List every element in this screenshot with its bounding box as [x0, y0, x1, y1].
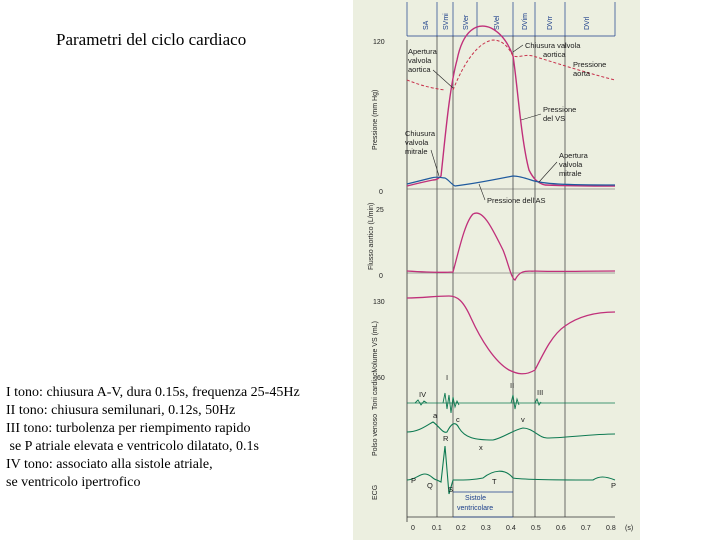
- label-pressione-as: Pressione dell'AS: [487, 196, 546, 205]
- aorta-pressure-dashed: [407, 80, 445, 90]
- lv-volume-curve: [407, 296, 615, 374]
- label-apertura-mitrale-3: mitrale: [559, 169, 582, 178]
- annotation-arrows: [431, 45, 557, 200]
- sound-ii-label: II: [510, 381, 515, 390]
- systole-label-1: Sistole: [465, 495, 487, 502]
- time-tick: 0.5: [531, 525, 541, 532]
- label-pressione-vs-2: del VS: [543, 114, 566, 123]
- wiggers-svg: [353, 0, 640, 540]
- label-pressione-vs-1: Pressione: [543, 105, 577, 114]
- ecg-s-label: S: [448, 485, 454, 494]
- aortic-flow-curve: [407, 213, 615, 280]
- label-chiusura-aortica-2: aortica: [543, 50, 566, 59]
- tick-25: 25: [376, 207, 384, 214]
- note-line: I tono: chiusura A-V, dura 0.15s, frequenza 25-45Hz: [6, 385, 300, 400]
- tick-0-pressure: 0: [379, 189, 383, 196]
- ecg-labels: [411, 434, 616, 494]
- ylabel-ecg: ECG: [372, 484, 379, 500]
- label-apertura-mitrale-1: Apertura: [559, 151, 588, 160]
- venous-pulse-curve: [407, 422, 615, 440]
- ecg-q-label: Q: [427, 481, 433, 490]
- time-tick: 0.1: [432, 525, 442, 532]
- tick-130: 130: [373, 299, 385, 306]
- note-line: III tono: turbolenza per riempimento rapido: [6, 421, 251, 436]
- atrial-pressure-curve: [407, 176, 615, 186]
- time-ticks: [411, 525, 633, 532]
- label-apertura-aortica-2: valvola: [408, 56, 432, 65]
- label-apertura-aortica-3: aortica: [408, 65, 431, 74]
- slide-title: Parametri del ciclo cardiaco: [56, 30, 247, 49]
- phase-svel: SVel: [494, 15, 501, 30]
- ylabel-volume: Volume VS (mL): [372, 321, 379, 372]
- label-chiusura-mitrale-1: Chiusura: [405, 129, 436, 138]
- time-tick: 0.8: [606, 525, 616, 532]
- wiggers-diagram: [353, 0, 640, 540]
- ylabel-venous: Polso venoso: [372, 413, 379, 456]
- time-tick: 0.2: [456, 525, 466, 532]
- heart-sounds-notes: [6, 384, 351, 492]
- time-tick: 0.4: [506, 525, 516, 532]
- systole-label-2: ventricolare: [457, 505, 494, 512]
- ecg-p2-label: P: [611, 481, 617, 490]
- ecg-trace: [407, 446, 615, 494]
- tick-120: 120: [373, 39, 385, 46]
- ecg-t-label: T: [492, 477, 497, 486]
- sound-iv-label: IV: [419, 390, 427, 399]
- sound-labels: [419, 373, 543, 399]
- phase-sver: SVer: [463, 14, 470, 30]
- lv-pressure-curve: [407, 26, 615, 186]
- ecg-p-label: P: [411, 476, 417, 485]
- time-tick: 0.6: [556, 525, 566, 532]
- note-line: se ventricolo ipertrofico: [6, 475, 141, 490]
- ylabel-sounds: Toni cardiaci: [372, 371, 379, 410]
- ecg-r-label: R: [443, 434, 449, 443]
- phase-svmi: SVmi: [443, 13, 450, 30]
- time-tick: 0.7: [581, 525, 591, 532]
- label-chiusura-mitrale-2: valvola: [405, 138, 429, 147]
- label-pressione-aorta-1: Pressione: [573, 60, 607, 69]
- time-tick: 0: [411, 525, 415, 532]
- venous-a-label: a: [433, 411, 438, 420]
- phase-sa: SA: [423, 20, 430, 30]
- sound-iii-label: III: [537, 388, 544, 397]
- label-apertura-aortica-1: Apertura: [408, 47, 437, 56]
- time-tick: 0.3: [481, 525, 491, 532]
- label-chiusura-aortica-1: Chiusura valvola: [525, 41, 581, 50]
- phase-header: [407, 2, 615, 36]
- phase-dvrr: DVrr: [547, 15, 554, 30]
- label-apertura-mitrale-2: valvola: [559, 160, 583, 169]
- venous-c-label: c: [456, 415, 460, 424]
- tick-0-flow: 0: [379, 273, 383, 280]
- ylabel-flow: Flusso aortico (L/min): [368, 202, 375, 270]
- time-unit: (s): [625, 525, 634, 532]
- phase-dvrl: DVrl: [584, 16, 591, 30]
- label-pressione-aorta-2: aorta: [573, 69, 591, 78]
- systole-bracket: [453, 492, 513, 517]
- phase-dvim: DVim: [522, 13, 529, 30]
- note-line: II tono: chiusura semilunari, 0.12s, 50Hz: [6, 403, 236, 418]
- venous-x-label: x: [479, 443, 483, 452]
- note-line: se P atriale elevata e ventricolo dilatato, 0.1s: [6, 439, 259, 454]
- tick-60: 60: [377, 375, 385, 382]
- label-chiusura-mitrale-3: mitrale: [405, 147, 428, 156]
- sound-i-label: I: [446, 373, 449, 382]
- note-line: IV tono: associato alla sistole atriale,: [6, 457, 213, 472]
- ylabel-pressure: Pressione (mm Hg): [372, 89, 379, 150]
- venous-v-label: v: [521, 415, 525, 424]
